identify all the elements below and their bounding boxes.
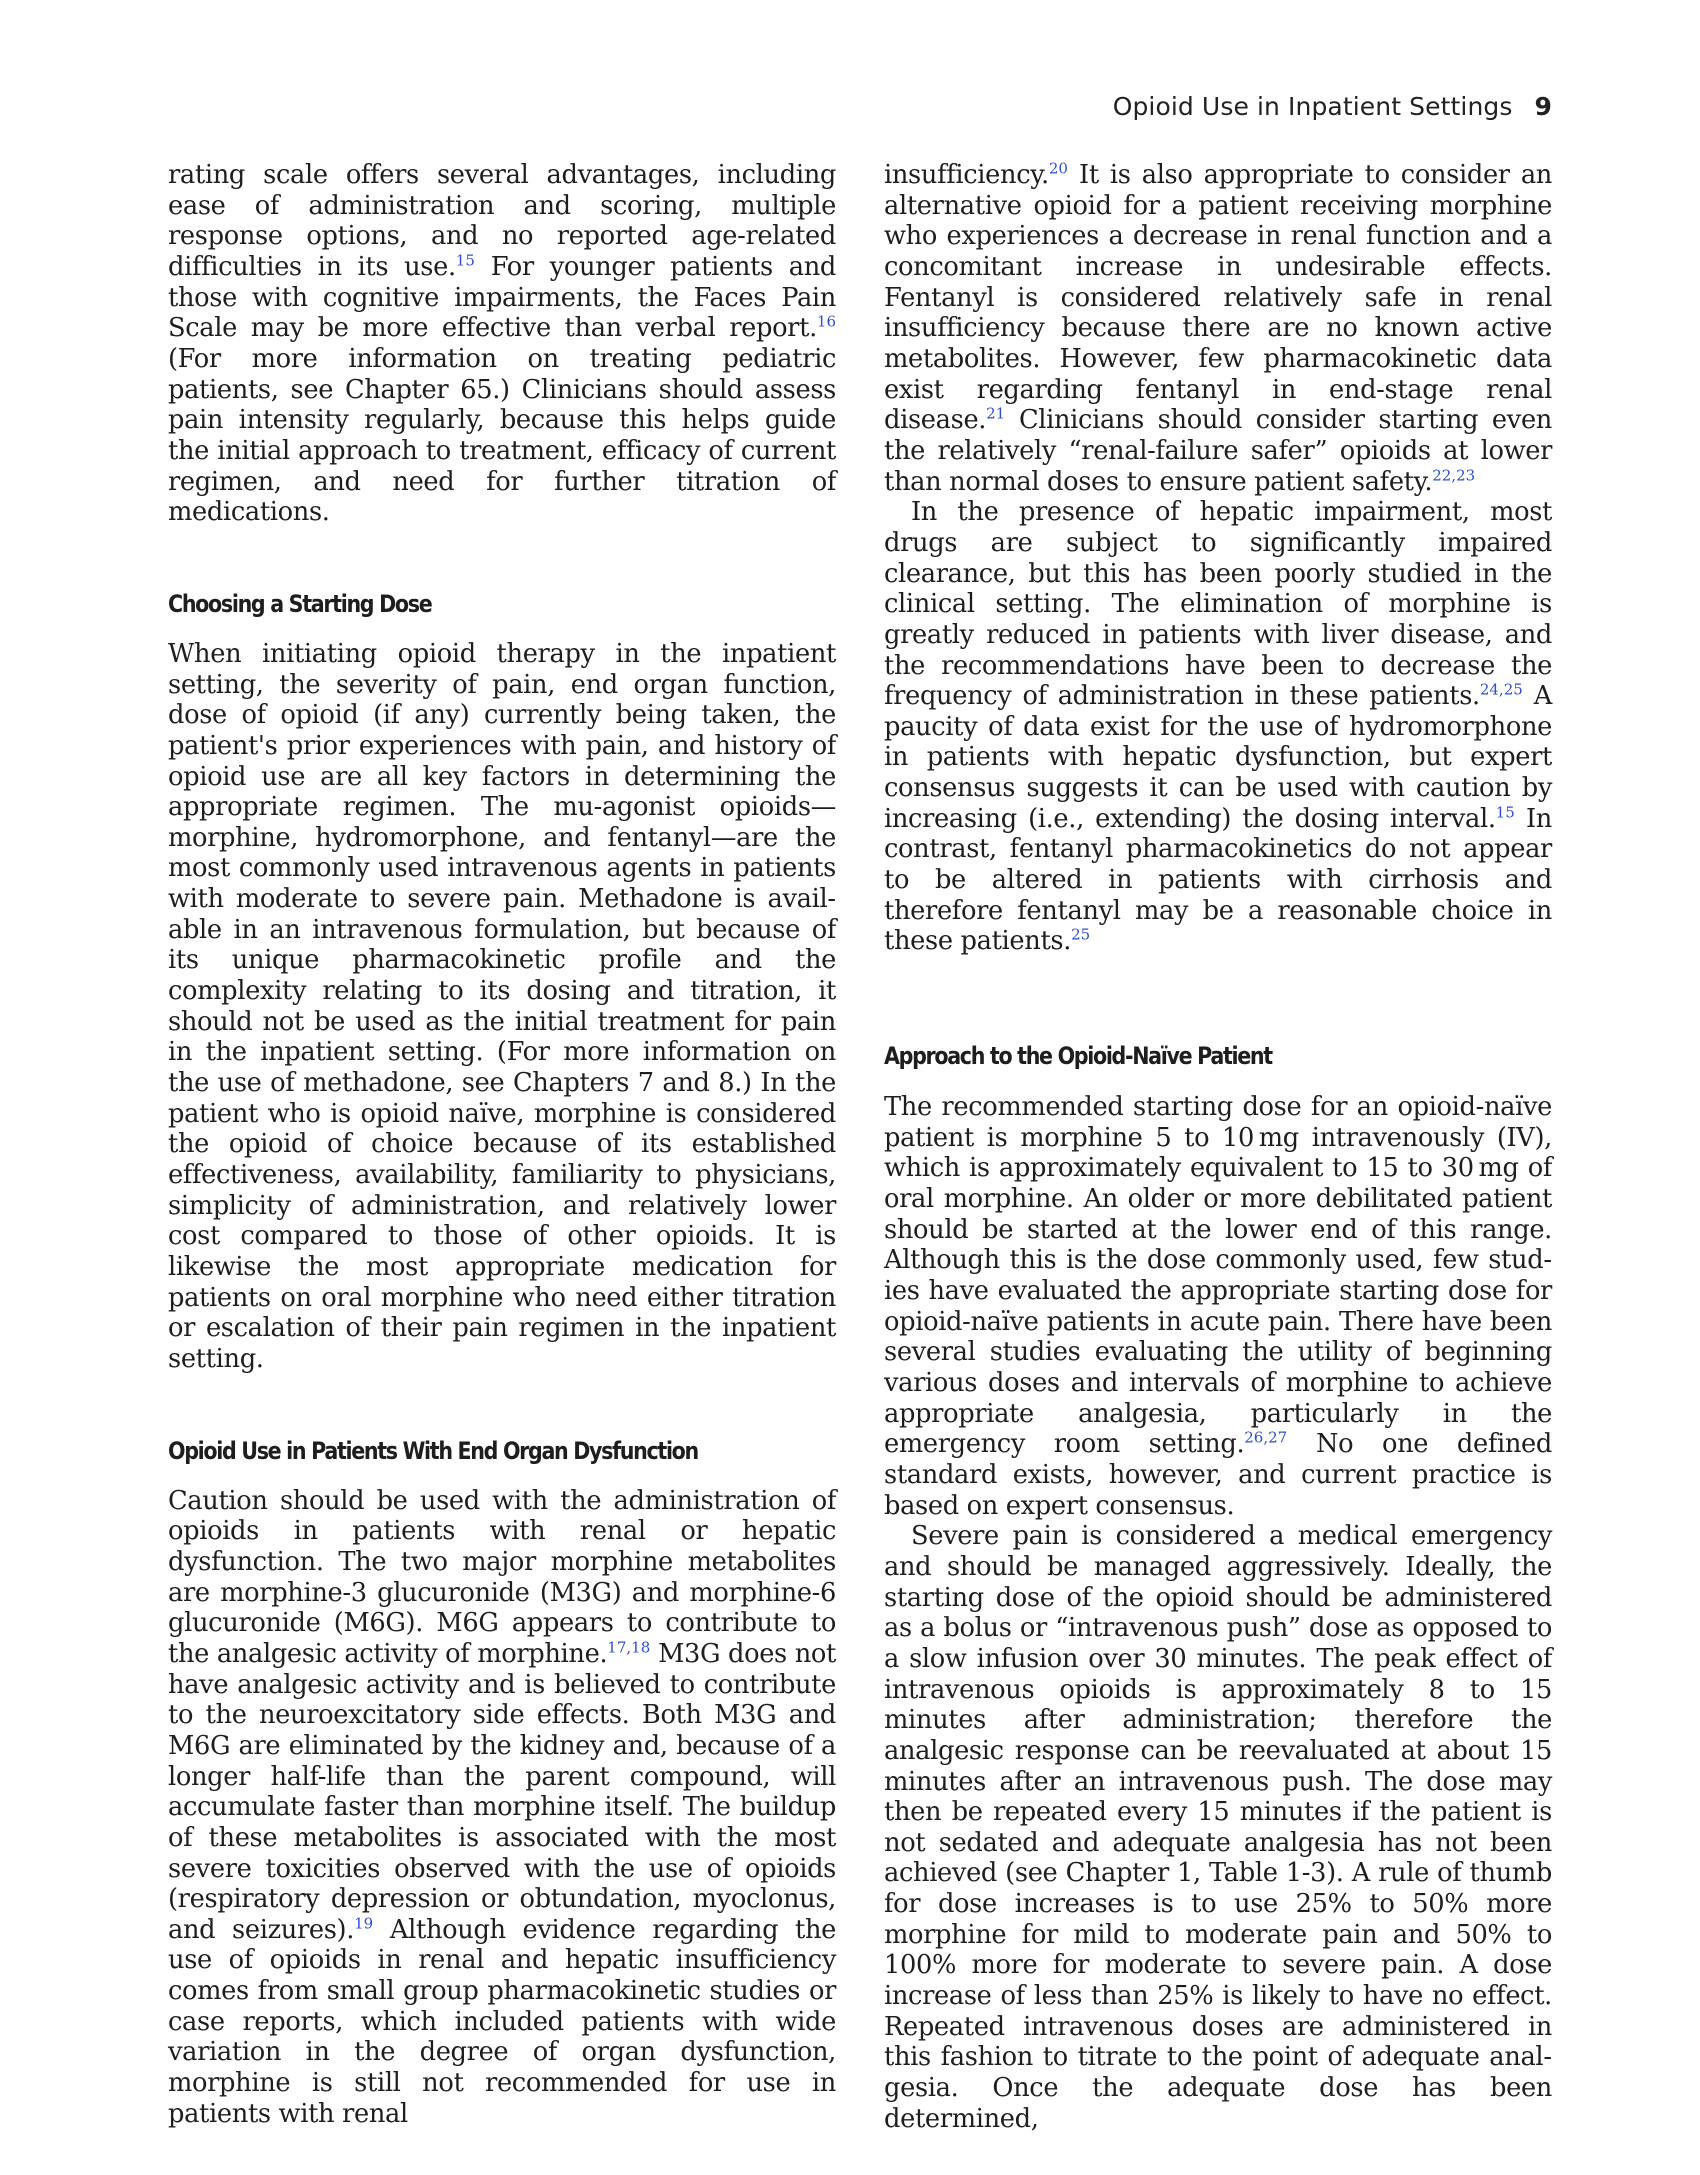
citation-ref[interactable]: 22,23 [1432,466,1476,484]
paragraph-hepatic-impairment [884,497,1552,957]
right-column [884,160,1552,2134]
citation-ref[interactable]: 19 [354,1914,374,1933]
citation-ref[interactable]: 26,27 [1244,1428,1288,1447]
text-run: (For more information on treating pediatric patients, see Chapter 65.) Clinicians should assess pain intensity regularly, because this helps guide the initial approach to treatment, efficacy of current regimen, and need for further titration of medications. [168,343,836,528]
paragraph-rating-scale [168,160,836,528]
text-run: In contrast, fentanyl pharmacokinetics do not appear to be altered in patients with cirrhosis and therefore fentanyl may be a reasonable choice in these patients. [884,803,1553,957]
citation-ref[interactable]: 25 [1071,925,1091,944]
page-number: 9 [1534,92,1552,121]
paragraph-opioid-naive [884,1092,1552,1521]
running-title: Opioid Use in Inpatient Settings [1112,92,1513,121]
paragraph-end-organ-dysfunction [168,1486,836,2130]
text-run: Although evidence regarding the use of opioids in renal and hepatic insufficiency comes from small group pharmacokinetic studies or case reports, which included patients with wide variation in the degree of organ dysfunction, morphine is still not recommended for use in patients with renal [168,1914,836,2129]
text-run: No one defined standard exists, however, and current practice is based on expert consensus. [884,1429,1552,1521]
paragraph-starting-dose [168,639,836,1375]
section-heading-end-organ-dysfunction: Opioid Use in Patients With End Organ Dysfunction [168,1436,698,1465]
text-run: For younger patients and those with cognitive impairments, the Faces Pain Scale may be more effective than verbal report. [168,251,836,344]
section-heading-starting-dose: Choosing a Starting Dose [168,589,432,618]
section-heading-opioid-naive: Approach to the Opioid-Naïve Patient [884,1042,1272,1071]
text-run: Severe pain is considered a medical emergency and should be managed aggressively. Ideally, the starting dose of the opioid should be administered as a bolus or “intravenous push” dose as opposed to a slow infusion over 30 minutes. The peak effect of intravenous opioids is approximately 8 to 15 minutes after administration; therefore the analgesic response can be reevaluated at about 15 minutes after an intravenous push. The dose may then be repeated every 15 minutes if the patient is not sedated and adequate analgesia has not been achieved (see Chapter 1, Table 1-3). A rule of thumb for dose increases is to use 25% to 50% more morphine for mild to moderate pain and 50% to 100% more for moderate to severe pain. A dose increase of less than 25% is likely to have no effect. Repeated intravenous doses are administered in this fashion to titrate to the point of adequate analgesia. Once the adequate dose has been determined, [884,1521,1552,2134]
text-run: In the presence of hepatic impairment, most drugs are subject to significantly impaired clearance, but this has been poorly studied in the clinical setting. The elimination of morphine is greatly reduced in patients with liver disease, and the recommendations have been to decrease the frequency of administration in these patients. [884,497,1552,712]
text-run: It is also appropriate to consider an alternative opioid for a patient receiving morphine who experiences a decrease in renal function and a concomitant increase in undesirable effects. Fentanyl is considered relatively safe in renal insufficiency because there are no known active metabolites. However, few pharmacokinetic data exist regarding fentanyl in end-stage renal disease. [884,160,1552,436]
text-run: Caution should be used with the administration of opioids in patients with renal or hepatic dysfunction. The two major morphine metabolites are morphine-3 glucuronide (M3G) and morphine-6 glucuronide (M6G). M6G appears to contribute to the analgesic activity of morphine. [168,1485,836,1669]
text-run: Clinicians should consider starting even the relatively “renal-failure safer” opioids at lower than normal doses to ensure patient safety. [884,405,1552,497]
citation-ref[interactable]: 15 [1495,803,1515,822]
paragraph-renal-insufficiency [884,160,1552,497]
paragraph-severe-pain [884,1521,1552,2134]
text-run: The recommended starting dose for an opioid-naïve patient is morphine 5 to 10 mg intravenously (IV), which is approximately equivalent to 15 to 30 mg of oral morphine. An older or more debilitated patient should be started at the lower end of this range. Although this is the dose commonly used, few studies have evaluated the appropriate starting dose for opioid-naïve patients in acute pain. There have been several studies evaluating the utility of beginning various doses and intervals of morphine to achieve appropriate analgesia, particularly in the emergency room setting. [884,1092,1552,1460]
text-run: M3G does not have analgesic activity and is believed to contribute to the neuroexcitatory side effects. Both M3G and M6G are eliminated by the kidney and, because of a longer half-life than the parent compound, will accumulate faster than morphine itself. The buildup of these metabolites is associated with the most severe toxicities observed with the use of opioids (respiratory depression or obtundation, myoclonus, and seizures). [168,1638,836,1945]
text-run: rating scale offers several advantages, including ease of administration and scoring, multiple response options, and no reported age-related difficulties in its use. [168,160,836,282]
citation-ref[interactable]: 15 [455,251,475,270]
citation-ref[interactable]: 21 [986,404,1006,423]
citation-ref[interactable]: 24,25 [1479,680,1523,699]
text-run: When initiating opioid therapy in the inpatient setting, the severity of pain, end organ function, dose of opioid (if any) currently being taken, the patient's prior experiences with pain, and history of opioid use are all key factors in determining the appropriate regimen. The mu-agonist opioids— morphine, hydromorphone, and fentanyl—are the most commonly used intravenous agents in patients with moderate to severe pain. Methadone is available in an intravenous formulation, but because of its unique pharmacokinetic profile and the complexity relating to its dosing and titration, it should not be used as the initial treatment for pain in the inpatient setting. (For more information on the use of methadone, see Chapters 7 and 8.) In the patient who is opioid naïve, morphine is considered the opioid of choice because of its established effectiveness, availability, familiarity to physicians, simplicity of administration, and relatively lower cost compared to those of other opioids. It is likewise the most appropriate medication for patients on oral morphine who need either titration or escalation of their pain regimen in the inpatient setting. [168,638,836,1374]
text-run: insufficiency. [884,160,1049,190]
citation-ref[interactable]: 17,18 [607,1638,651,1657]
citation-ref[interactable]: 16 [816,312,836,331]
running-header [1113,92,1552,121]
text-run: A paucity of data exist for the use of hydromorphone in patients with hepatic dysfunction, but expert consensus suggests it can be used with caution by increasing (i.e., extending) the dosing interval. [884,681,1552,834]
left-column [168,160,836,2129]
citation-ref[interactable]: 20 [1048,159,1068,178]
